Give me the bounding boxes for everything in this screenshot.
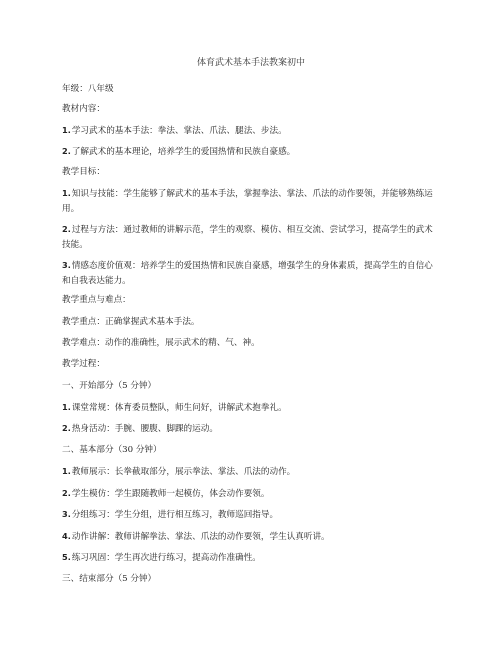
content-item-2: [62, 145, 440, 158]
part2-item-3: [62, 508, 440, 521]
item-text: 课堂常规：体育委员整队，师生问好，讲解武术抱拳礼。: [71, 403, 287, 413]
key-heading: 教学重点与难点：: [62, 295, 131, 305]
item-number: 4.: [62, 531, 71, 541]
part2-item-4: [62, 530, 440, 543]
goal-item-2: [62, 222, 440, 253]
item-number: 1.: [62, 125, 71, 135]
key-point: 教学重点：正确掌握武术基本手法。: [62, 317, 200, 327]
item-number: 2.: [62, 423, 71, 433]
item-text: 知识与技能：学生能够了解武术的基本手法，掌握拳法、掌法、爪法的动作要领，并能够熟练运用。: [62, 189, 433, 214]
item-number: 3.: [62, 260, 71, 270]
item-text: 学习武术的基本手法：拳法、掌法、爪法、腿法、步法。: [71, 126, 287, 136]
part2-heading: 二、基本部分（30 分钟）: [62, 445, 162, 455]
part2-item-5: [62, 551, 440, 564]
process-heading: 教学过程：: [62, 359, 105, 369]
part2-item-2: [62, 487, 440, 500]
document-title: 体育武术基本手法教案初中: [196, 58, 305, 68]
item-number: 1.: [62, 188, 71, 198]
part3-heading: 三、结束部分（5 分钟）: [62, 574, 157, 584]
item-text: 分组练习：学生分组，进行相互练习，教师巡回指导。: [71, 510, 279, 520]
item-number: 3.: [62, 509, 71, 519]
item-number: 1.: [62, 466, 71, 476]
goals-heading: 教学目标：: [62, 167, 105, 177]
item-number: 2.: [62, 146, 71, 156]
content-item-1: [62, 124, 440, 137]
goal-item-3: [62, 258, 440, 289]
item-number: 5.: [62, 552, 71, 562]
goal-item-1: [62, 186, 440, 217]
grade-line: 年级：八年级: [62, 84, 114, 94]
item-text: 动作讲解：教师讲解拳法、掌法、爪法的动作要领，学生认真听讲。: [71, 532, 330, 542]
item-number: 1.: [62, 402, 71, 412]
item-number: 2.: [62, 224, 71, 234]
item-text: 了解武术的基本理论，培养学生的爱国热情和民族自豪感。: [71, 147, 296, 157]
item-text: 热身活动：手腕、腰腹、脚踝的运动。: [71, 424, 218, 434]
item-text: 情感态度价值观：培养学生的爱国热情和民族自豪感，增强学生的身体素质，提高学生的自信心和自我表达能力。: [62, 261, 433, 286]
item-text: 过程与方法：通过教师的讲解示范，学生的观察、模仿、相互交流、尝试学习，提高学生的武术技能。: [62, 225, 433, 250]
content-heading: 教材内容：: [62, 104, 105, 114]
part2-item-1: [62, 465, 440, 478]
item-text: 教师展示：长拳截取部分，展示拳法、掌法、爪法的动作。: [71, 467, 296, 477]
part1-item-1: [62, 401, 440, 414]
item-number: 2.: [62, 488, 71, 498]
difficulty: 教学难点：动作的准确性，展示武术的精、气、神。: [62, 338, 260, 348]
item-text: 学生模仿：学生跟随教师一起模仿，体会动作要领。: [71, 489, 270, 499]
part1-item-2: [62, 422, 440, 435]
part1-heading: 一、开始部分（5 分钟）: [62, 381, 157, 391]
item-text: 练习巩固：学生再次进行练习，提高动作准确性。: [71, 553, 261, 563]
